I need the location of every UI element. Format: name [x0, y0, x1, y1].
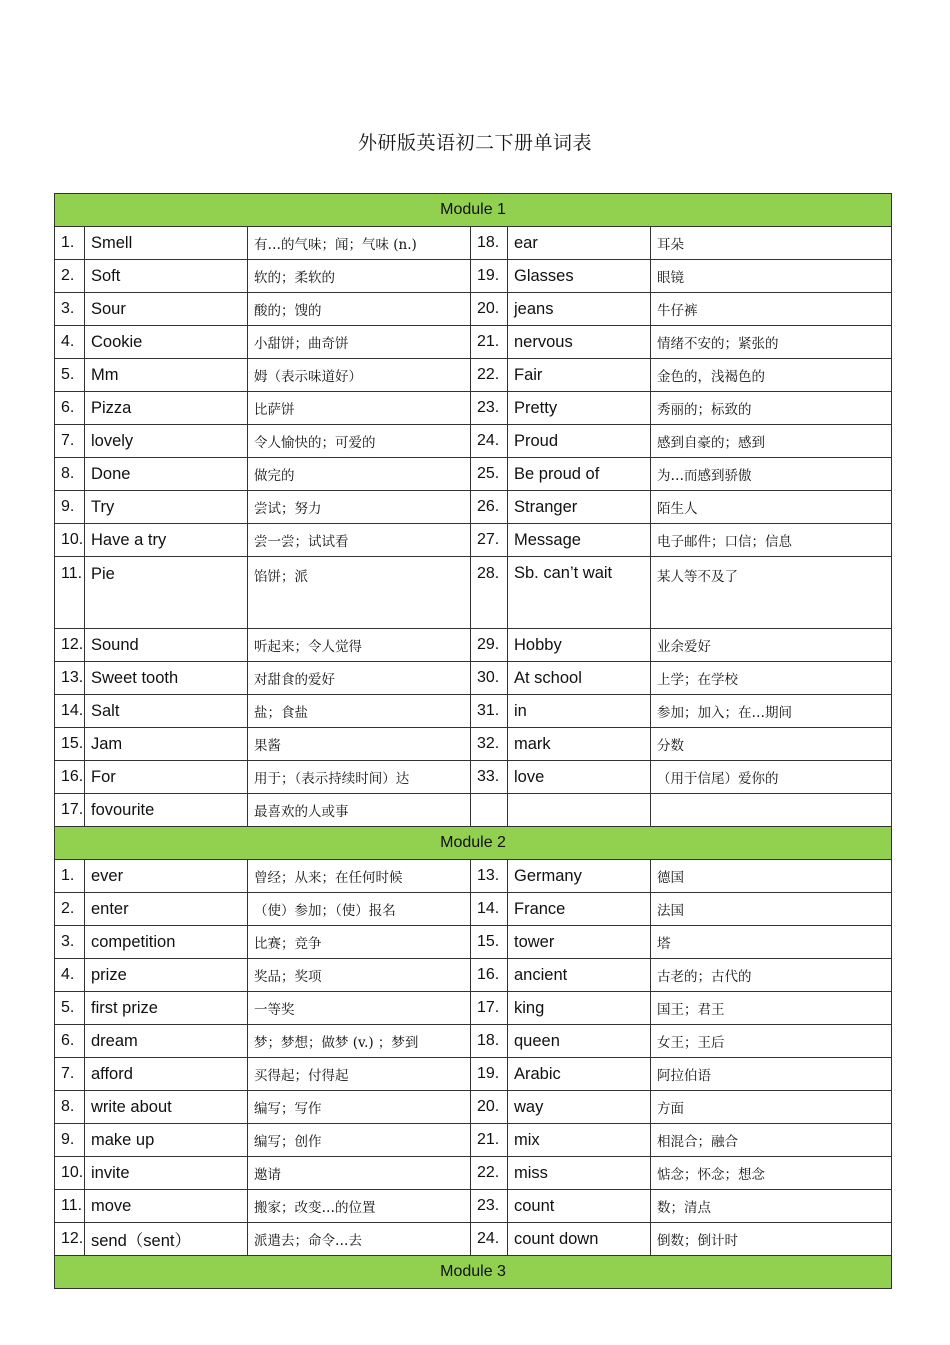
word-number-left: 7. [55, 1058, 85, 1091]
chinese-meaning-right: （用于信尾）爱你的 [651, 761, 892, 794]
english-word-left: Sound [85, 629, 248, 662]
chinese-meaning-right: 分数 [651, 728, 892, 761]
chinese-meaning-left: 对甜食的爱好 [248, 662, 471, 695]
english-word-left: Try [85, 491, 248, 524]
word-number-left: 9. [55, 1124, 85, 1157]
word-number-right: 25. [471, 458, 508, 491]
table-row [55, 227, 892, 260]
word-number-left: 11. [55, 557, 85, 629]
word-number-right: 17. [471, 992, 508, 1025]
chinese-meaning-left: 用于；（表示持续时间）达 [248, 761, 471, 794]
chinese-meaning-left: 小甜饼；曲奇饼 [248, 326, 471, 359]
word-number-left: 15. [55, 728, 85, 761]
table-row [55, 458, 892, 491]
word-number-left: 4. [55, 959, 85, 992]
vocabulary-table [54, 193, 892, 1289]
chinese-meaning-left: 做完的 [248, 458, 471, 491]
chinese-meaning-right: 参加；加入；在…期间 [651, 695, 892, 728]
document-title: 外研版英语初二下册单词表 [357, 132, 592, 154]
table-row [55, 761, 892, 794]
table-row [55, 1157, 892, 1190]
chinese-meaning-right: 方面 [651, 1091, 892, 1124]
chinese-meaning-right: 感到自豪的；感到 [651, 425, 892, 458]
chinese-meaning-right: 业余爱好 [651, 629, 892, 662]
english-word-right: Be proud of [508, 458, 651, 491]
table-row [55, 992, 892, 1025]
word-number-left: 1. [55, 227, 85, 260]
chinese-meaning-right: 电子邮件；口信；信息 [651, 524, 892, 557]
table-row [55, 728, 892, 761]
table-row [55, 794, 892, 827]
english-word-left: move [85, 1190, 248, 1223]
english-word-left: Salt [85, 695, 248, 728]
english-word-right: miss [508, 1157, 651, 1190]
chinese-meaning-left: 听起来；令人觉得 [248, 629, 471, 662]
word-number-left: 10. [55, 524, 85, 557]
word-number-left: 17. [55, 794, 85, 827]
word-number-left: 5. [55, 359, 85, 392]
table-row [55, 293, 892, 326]
english-word-left: lovely [85, 425, 248, 458]
english-word-right: jeans [508, 293, 651, 326]
english-word-left: fovourite [85, 794, 248, 827]
chinese-meaning-left: 编写；创作 [248, 1124, 471, 1157]
english-word-left: Pizza [85, 392, 248, 425]
table-row [55, 629, 892, 662]
english-word-right: mark [508, 728, 651, 761]
word-number-left: 10. [55, 1157, 85, 1190]
word-number-right: 20. [471, 293, 508, 326]
english-word-right: tower [508, 926, 651, 959]
table-row [55, 425, 892, 458]
chinese-meaning-right: 某人等不及了 [651, 557, 892, 629]
word-number-left: 6. [55, 392, 85, 425]
english-word-left: competition [85, 926, 248, 959]
english-word-left: first prize [85, 992, 248, 1025]
chinese-meaning-left: 果酱 [248, 728, 471, 761]
english-word-right: ear [508, 227, 651, 260]
table-row [55, 695, 892, 728]
table-row [55, 392, 892, 425]
english-word-right: king [508, 992, 651, 1025]
chinese-meaning-right: 为…而感到骄傲 [651, 458, 892, 491]
english-word-right: Stranger [508, 491, 651, 524]
chinese-meaning-right: 女王；王后 [651, 1025, 892, 1058]
english-word-left: prize [85, 959, 248, 992]
chinese-meaning-left: 比萨饼 [248, 392, 471, 425]
table-row [55, 326, 892, 359]
english-word-right: love [508, 761, 651, 794]
word-number-left: 2. [55, 260, 85, 293]
chinese-meaning-left: 买得起；付得起 [248, 1058, 471, 1091]
chinese-meaning-right: 眼镜 [651, 260, 892, 293]
module-header: Module 3 [55, 1256, 892, 1289]
english-word-left: Soft [85, 260, 248, 293]
module-header: Module 2 [55, 827, 892, 860]
word-number-right: 32. [471, 728, 508, 761]
word-number-left: 8. [55, 458, 85, 491]
word-number-right: 27. [471, 524, 508, 557]
table-row [55, 662, 892, 695]
english-word-right: Germany [508, 860, 651, 893]
english-word-left: Pie [85, 557, 248, 629]
word-number-right: 31. [471, 695, 508, 728]
word-number-right: 22. [471, 1157, 508, 1190]
chinese-meaning-right: 国王；君王 [651, 992, 892, 1025]
word-number-left: 1. [55, 860, 85, 893]
module-header-row [55, 1256, 892, 1289]
chinese-meaning-left: 令人愉快的；可爱的 [248, 425, 471, 458]
chinese-meaning-right: 法国 [651, 893, 892, 926]
english-word-left: For [85, 761, 248, 794]
word-number-left: 16. [55, 761, 85, 794]
word-number-right: 19. [471, 1058, 508, 1091]
word-number-right: 13. [471, 860, 508, 893]
english-word-right: Arabic [508, 1058, 651, 1091]
word-number-right: 20. [471, 1091, 508, 1124]
table-row [55, 1190, 892, 1223]
word-number-left: 2. [55, 893, 85, 926]
word-number-left: 6. [55, 1025, 85, 1058]
word-number-left: 13. [55, 662, 85, 695]
module-header: Module 1 [55, 194, 892, 227]
chinese-meaning-left: 一等奖 [248, 992, 471, 1025]
chinese-meaning-left: 酸的；馊的 [248, 293, 471, 326]
word-number-left: 4. [55, 326, 85, 359]
word-number-left: 5. [55, 992, 85, 1025]
english-word-left: Sour [85, 293, 248, 326]
english-word-right: At school [508, 662, 651, 695]
chinese-meaning-right: 德国 [651, 860, 892, 893]
chinese-meaning-left: 曾经；从来；在任何时候 [248, 860, 471, 893]
word-number-left: 14. [55, 695, 85, 728]
english-word-left: enter [85, 893, 248, 926]
chinese-meaning-right: 古老的；古代的 [651, 959, 892, 992]
english-word-right: Glasses [508, 260, 651, 293]
chinese-meaning-left: 盐；食盐 [248, 695, 471, 728]
chinese-meaning-left: 软的；柔软的 [248, 260, 471, 293]
chinese-meaning-left: 最喜欢的人或事 [248, 794, 471, 827]
english-word-left: make up [85, 1124, 248, 1157]
english-word-right: in [508, 695, 651, 728]
word-number-right: 15. [471, 926, 508, 959]
english-word-right: Hobby [508, 629, 651, 662]
table-row [55, 926, 892, 959]
english-word-right: mix [508, 1124, 651, 1157]
english-word-left: write about [85, 1091, 248, 1124]
english-word-right: count down [508, 1223, 651, 1256]
chinese-meaning-left: 派遣去；命令…去 [248, 1223, 471, 1256]
chinese-meaning-right: 塔 [651, 926, 892, 959]
chinese-meaning-left: 姆（表示味道好） [248, 359, 471, 392]
word-number-right: 22. [471, 359, 508, 392]
english-word-left: afford [85, 1058, 248, 1091]
chinese-meaning-left: 搬家；改变…的位置 [248, 1190, 471, 1223]
table-row [55, 1025, 892, 1058]
chinese-meaning-left: 尝一尝；试试看 [248, 524, 471, 557]
english-word-right: Pretty [508, 392, 651, 425]
table-row [55, 260, 892, 293]
chinese-meaning-right: 金色的，浅褐色的 [651, 359, 892, 392]
word-number-left: 11. [55, 1190, 85, 1223]
english-word-right: France [508, 893, 651, 926]
english-word-left: dream [85, 1025, 248, 1058]
chinese-meaning-right: 耳朵 [651, 227, 892, 260]
word-number-left: 7. [55, 425, 85, 458]
word-number-right: 18. [471, 1025, 508, 1058]
table-row [55, 1223, 892, 1256]
word-number-right: 30. [471, 662, 508, 695]
chinese-meaning-left: 梦；梦想；做梦 (v.) ；梦到 [248, 1025, 471, 1058]
english-word-right [508, 794, 651, 827]
chinese-meaning-right: 陌生人 [651, 491, 892, 524]
english-word-left: Done [85, 458, 248, 491]
table-row [55, 893, 892, 926]
table-row [55, 524, 892, 557]
chinese-meaning-right: 相混合；融合 [651, 1124, 892, 1157]
word-number-right: 16. [471, 959, 508, 992]
chinese-meaning-left: 有…的气味；闻；气味 (n.) [248, 227, 471, 260]
module-header-row [55, 194, 892, 227]
word-number-right: 23. [471, 1190, 508, 1223]
english-word-left: Have a try [85, 524, 248, 557]
chinese-meaning-right: 惦念；怀念；想念 [651, 1157, 892, 1190]
english-word-left: Jam [85, 728, 248, 761]
word-number-left: 3. [55, 926, 85, 959]
table-row [55, 1124, 892, 1157]
word-number-right: 33. [471, 761, 508, 794]
table-row [55, 1091, 892, 1124]
chinese-meaning-right: 阿拉伯语 [651, 1058, 892, 1091]
table-row [55, 959, 892, 992]
chinese-meaning-right: 上学；在学校 [651, 662, 892, 695]
chinese-meaning-right: 秀丽的；标致的 [651, 392, 892, 425]
word-number-right: 23. [471, 392, 508, 425]
table-row [55, 491, 892, 524]
chinese-meaning-right: 牛仔裤 [651, 293, 892, 326]
word-number-right: 29. [471, 629, 508, 662]
table-row [55, 557, 892, 629]
english-word-left: send（sent） [85, 1223, 248, 1256]
word-number-right: 19. [471, 260, 508, 293]
chinese-meaning-right: 倒数；倒计时 [651, 1223, 892, 1256]
english-word-left: ever [85, 860, 248, 893]
table-row [55, 1058, 892, 1091]
vocabulary-table-body [55, 194, 892, 1289]
english-word-left: Cookie [85, 326, 248, 359]
word-number-right: 21. [471, 326, 508, 359]
chinese-meaning-right: 数；清点 [651, 1190, 892, 1223]
word-number-right: 14. [471, 893, 508, 926]
word-number-left: 12. [55, 629, 85, 662]
table-row [55, 860, 892, 893]
english-word-right: nervous [508, 326, 651, 359]
chinese-meaning-right [651, 794, 892, 827]
english-word-right: Proud [508, 425, 651, 458]
module-header-row [55, 827, 892, 860]
chinese-meaning-left: 编写；写作 [248, 1091, 471, 1124]
chinese-meaning-left: 馅饼；派 [248, 557, 471, 629]
chinese-meaning-left: （使）参加；（使）报名 [248, 893, 471, 926]
word-number-left: 9. [55, 491, 85, 524]
english-word-right: Fair [508, 359, 651, 392]
word-number-right: 18. [471, 227, 508, 260]
chinese-meaning-right: 情绪不安的；紧张的 [651, 326, 892, 359]
english-word-right: Message [508, 524, 651, 557]
word-number-right [471, 794, 508, 827]
english-word-right: queen [508, 1025, 651, 1058]
english-word-right: count [508, 1190, 651, 1223]
english-word-left: invite [85, 1157, 248, 1190]
word-number-right: 26. [471, 491, 508, 524]
chinese-meaning-left: 邀请 [248, 1157, 471, 1190]
word-number-right: 21. [471, 1124, 508, 1157]
english-word-right: way [508, 1091, 651, 1124]
word-number-left: 8. [55, 1091, 85, 1124]
word-number-right: 28. [471, 557, 508, 629]
word-number-right: 24. [471, 425, 508, 458]
english-word-left: Smell [85, 227, 248, 260]
english-word-left: Mm [85, 359, 248, 392]
english-word-left: Sweet tooth [85, 662, 248, 695]
chinese-meaning-left: 尝试；努力 [248, 491, 471, 524]
word-number-left: 12. [55, 1223, 85, 1256]
english-word-right: Sb. can’t wait [508, 557, 651, 629]
word-number-left: 3. [55, 293, 85, 326]
table-row [55, 359, 892, 392]
word-number-right: 24. [471, 1223, 508, 1256]
chinese-meaning-left: 比赛；竞争 [248, 926, 471, 959]
english-word-right: ancient [508, 959, 651, 992]
chinese-meaning-left: 奖品；奖项 [248, 959, 471, 992]
